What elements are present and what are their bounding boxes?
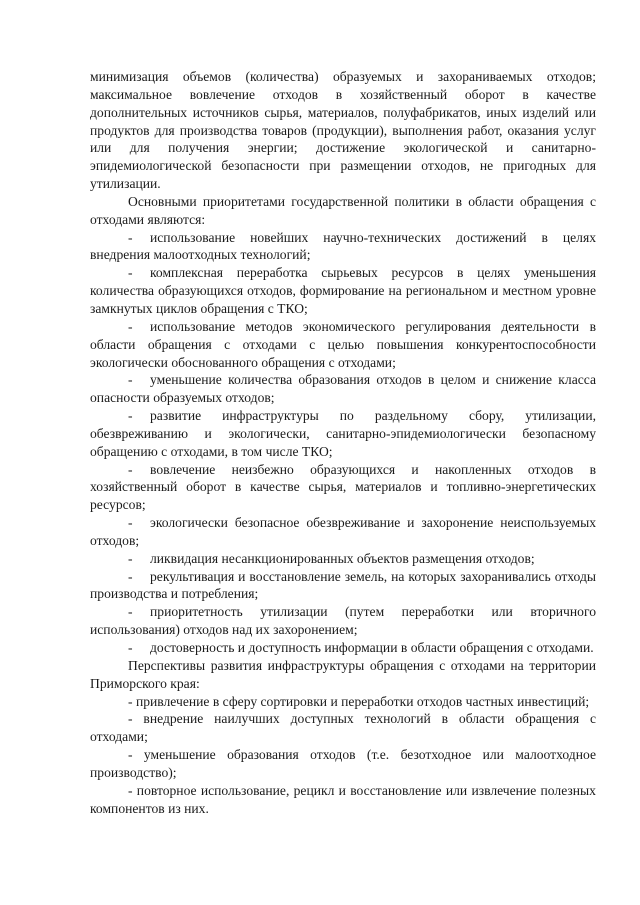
list-item: [90, 603, 596, 639]
list-item: [90, 461, 596, 515]
list-item-text: использование методов экономического регулирования деятельности в области обращения с отходами с целью повышения конкурентоспособности экологически обоснованного обращения с отходами;: [90, 318, 596, 370]
list-dash: -: [128, 318, 133, 334]
list-dash: -: [128, 550, 133, 566]
list-item: [90, 568, 596, 604]
list-item: [90, 264, 596, 318]
list-dash: -: [128, 568, 133, 584]
list-item-text: привлечение в сферу сортировки и переработки отходов частных инвестиций;: [135, 693, 590, 709]
list-item: [90, 710, 596, 746]
list-dash: -: [128, 782, 133, 798]
list-dash: -: [128, 461, 133, 477]
list-item: [90, 371, 596, 407]
list-item-text: приоритетность утилизации (путем переработки или вторичного использования) отходов над их захоронением;: [90, 604, 596, 638]
list-item: [90, 229, 596, 265]
list-dash: -: [128, 265, 133, 281]
list-item: [90, 318, 596, 372]
list-item-text: уменьшение количества образования отходов в целом и снижение класса опасности образуемых отходов;: [90, 372, 596, 406]
list-item: [90, 639, 596, 657]
list-dash: -: [128, 747, 133, 763]
list-item-text: использование новейших научно-технических достижений в целях внедрения малоотходных технологий;: [90, 229, 596, 263]
list-dash: -: [128, 640, 133, 655]
list-item-text: ликвидация несанкционированных объектов размещения отходов;: [150, 550, 535, 566]
list-item: [90, 746, 596, 782]
document-page: [90, 68, 596, 817]
list-dash: -: [128, 229, 133, 245]
list-dash: -: [128, 711, 133, 727]
list-dash: -: [128, 604, 133, 620]
prospects-list: [90, 693, 596, 818]
list-dash: -: [128, 372, 133, 388]
list-dash: -: [128, 408, 133, 424]
intro-paragraph: минимизация объемов (количества) образуемых и захораниваемых отходов; максимальное вовлечение отходов в хозяйственный оборот в качестве дополнительных источников сырья, материалов, полуфабрикатов, иных изделий или продуктов для производства товаров (продукции), выполнения работ, оказания услуг или для получения энергии; достижение экологической и санитарно-эпидемиологической безопасности при размещении отходов, не пригодных для утилизации.: [90, 69, 596, 192]
list-item: [90, 782, 596, 818]
list-item: [90, 407, 596, 461]
priorities-list: [90, 229, 596, 657]
list-dash: -: [128, 693, 133, 709]
list-item-text: рекультивация и восстановление земель, на которых захоранивались отходы производства и потребления;: [90, 568, 596, 602]
priorities-heading: Основными приоритетами государственной политики в области обращения с отходами являются:: [90, 193, 596, 227]
list-item-text: внедрение наилучших доступных технологий в области обращения с отходами;: [90, 711, 596, 745]
list-item-text: достоверность и доступность информации в области обращения с отходами.: [150, 640, 594, 655]
list-item: [90, 514, 596, 550]
list-item-text: экологически безопасное обезвреживание и захоронение неиспользуемых отходов;: [90, 515, 596, 548]
list-item: [90, 693, 596, 711]
list-item-text: повторное использование, рецикл и восстановление или извлечение полезных компонентов из них.: [90, 782, 596, 816]
list-item: [90, 550, 596, 568]
prospects-heading: Перспективы развития инфраструктуры обращения с отходами на территории Приморского края:: [90, 657, 596, 691]
list-item-text: комплексная переработка сырьевых ресурсов в целях уменьшения количества образующихся отходов, формирование на региональном и местном уровне замкнутых циклов обращения с ТКО;: [90, 265, 596, 316]
list-item-text: вовлечение неизбежно образующихся и накопленных отходов в хозяйственный оборот в качестве сырья, материалов и топливно-энергетических ресурсов;: [90, 461, 596, 513]
list-dash: -: [128, 515, 133, 531]
list-item-text: уменьшение образования отходов (т.е. безотходное или малоотходное производство);: [90, 747, 596, 780]
list-item-text: развитие инфраструктуры по раздельному сбору, утилизации, обезвреживанию и экологически, санитарно-эпидемиологически безопасному обращению с отходами, в том числе ТКО;: [90, 408, 596, 459]
